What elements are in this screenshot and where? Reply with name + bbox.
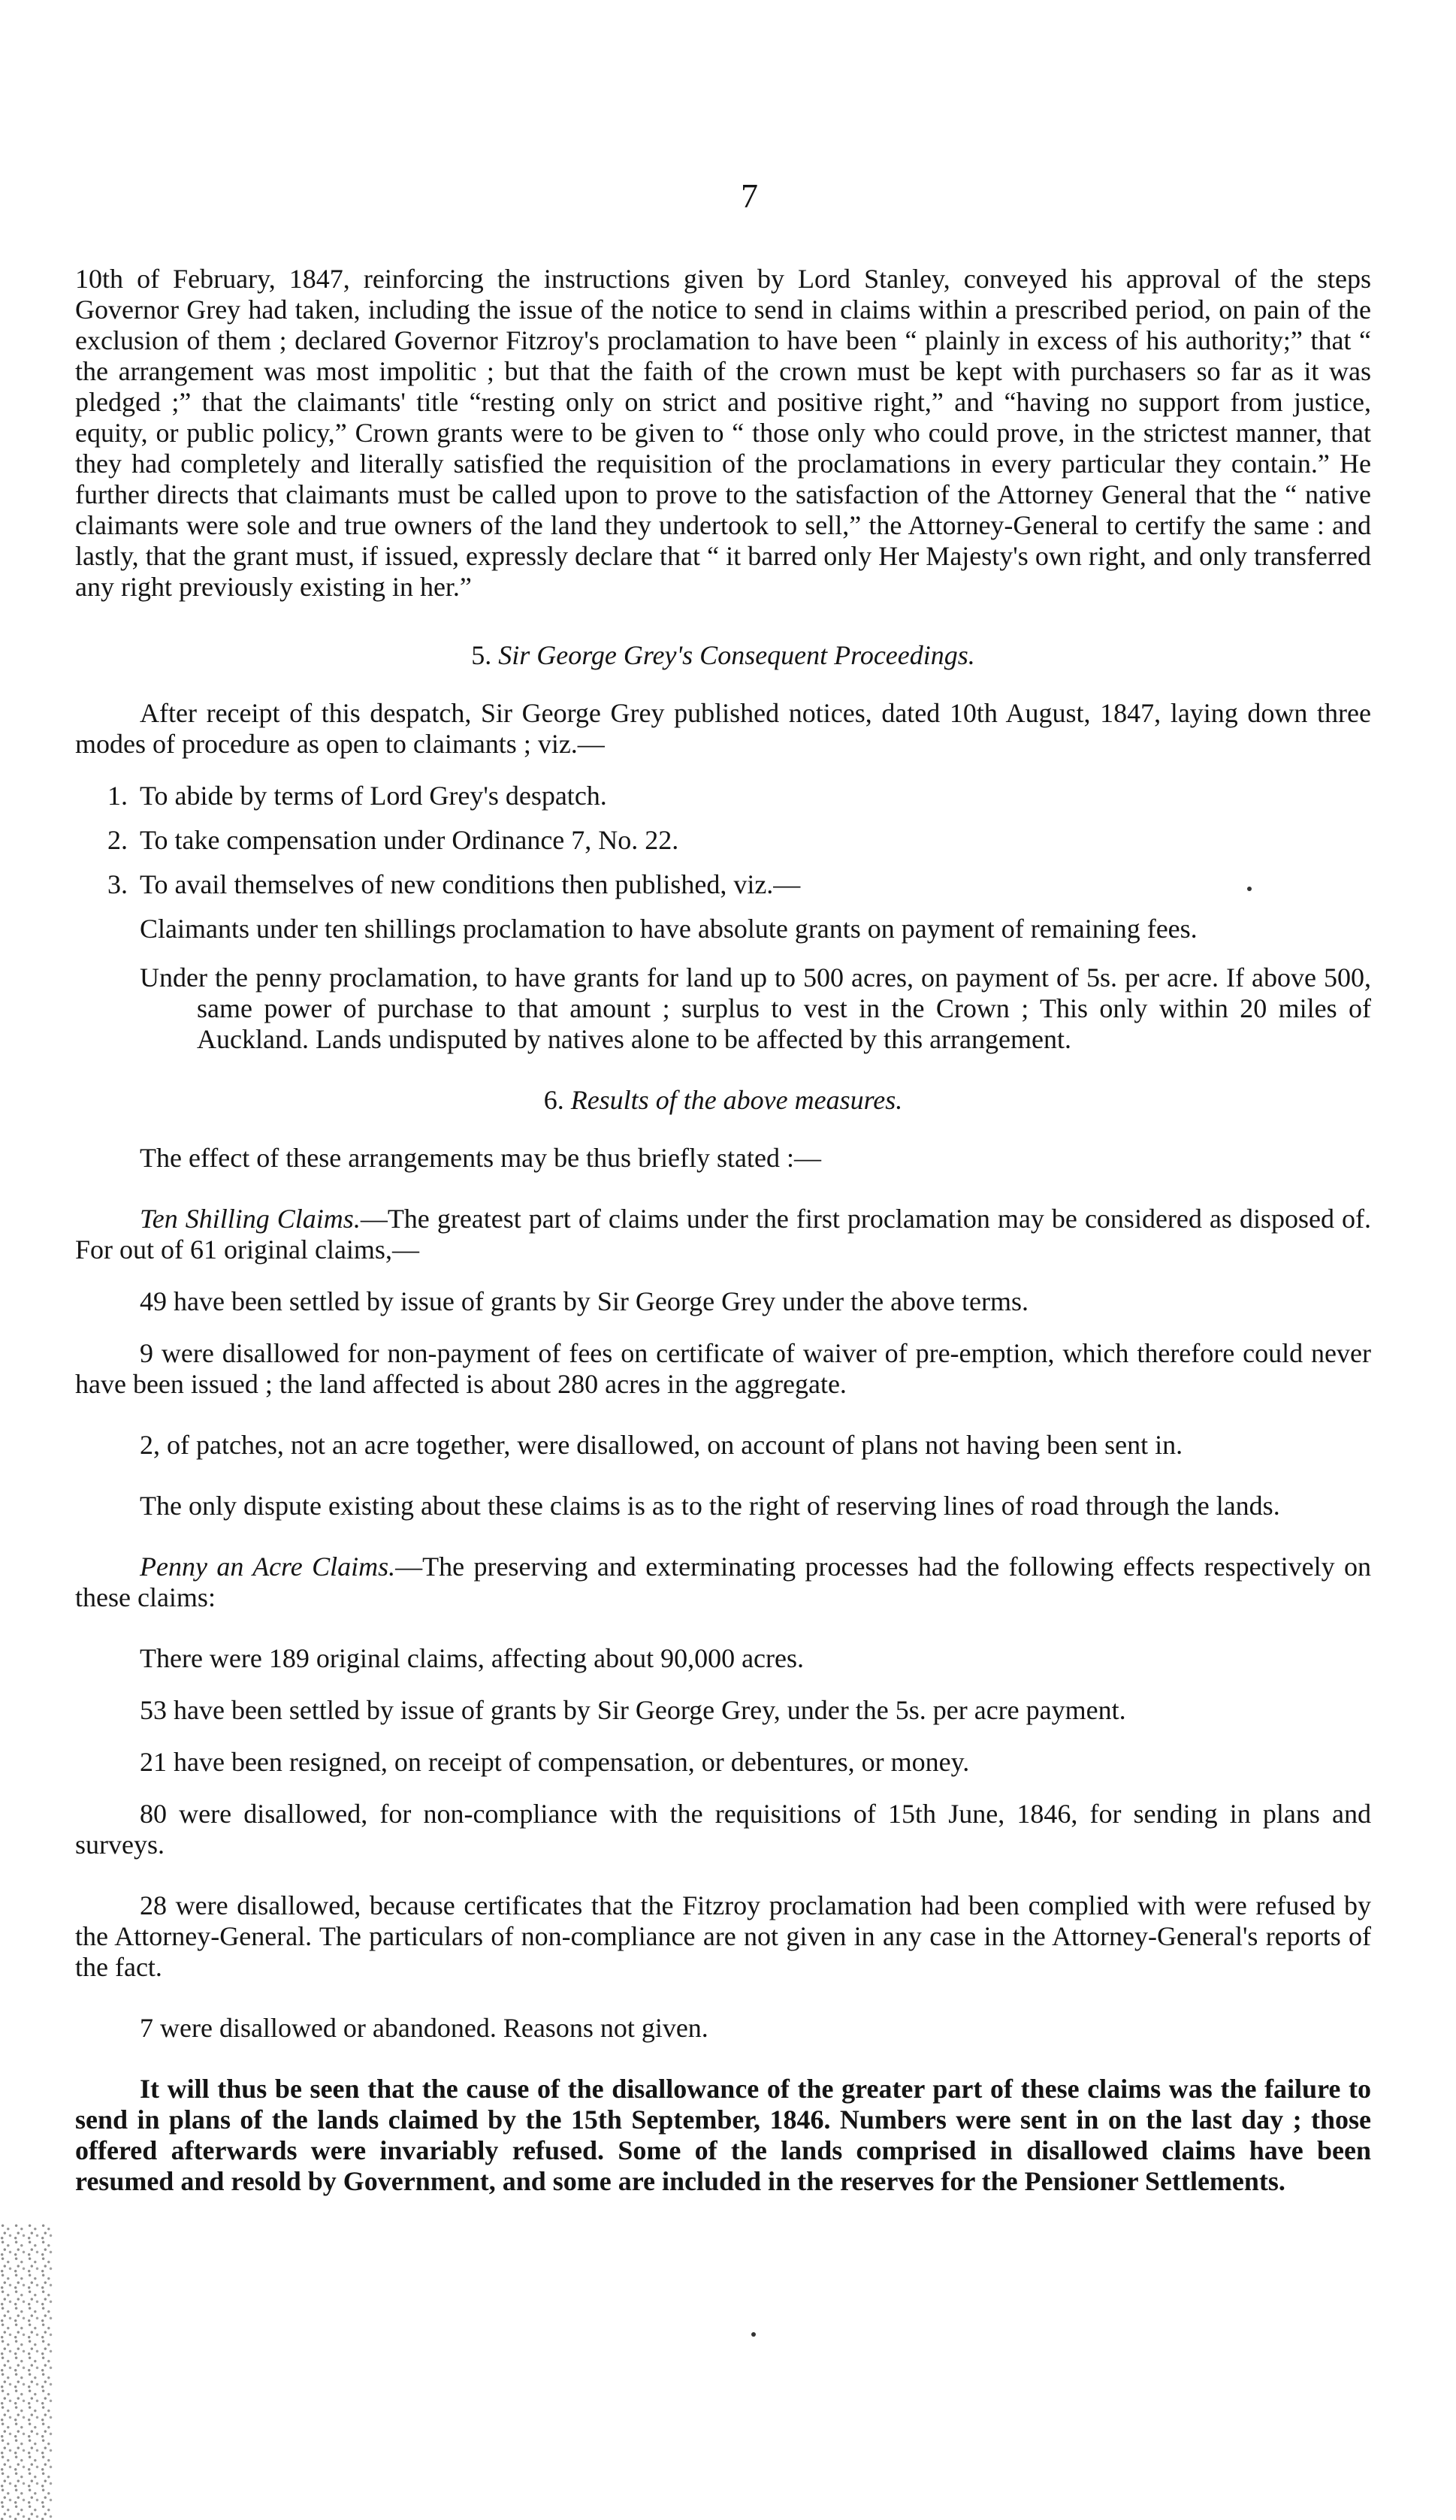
- list-item-text: To avail themselves of new conditions then published, viz.—: [140, 869, 801, 899]
- list-item-text: To take compensation under Ordinance 7, No. 22.: [140, 825, 679, 855]
- list-item: [75, 869, 1371, 900]
- scan-edge-noise: [0, 2224, 53, 2520]
- opening-paragraph: 10th of February, 1847, reinforcing the instructions given by Lord Stanley, conveyed his approval of the steps Governor Grey had taken, including the issue of the notice to send in claims within a prescribed period, on pain of the exclusion of them ; declared Governor Fitzroy's proclamation to have been “ plainly in excess of his authority;” that “ the arrangement was most impolitic ; but that the faith of the crown must be kept with purchasers so far as it was pledged ;” that the claimants' title “resting only on strict and positive right,” and “having no support from justice, equity, or public policy,” Crown grants were to be given to “ those only who could prove, in the strictest manner, that they had completely and literally satisfied the requisition of the proclamations in every particular they contain.” He further directs that claimants must be called upon to prove to the satisfaction of the Attorney General that the “ native claimants were sole and true owners of the land they undertook to sell,” the Attorney-General to certify the same : and lastly, that the grant must, if issued, expressly declare that “ it barred only Her Majesty's own right, and only transferred any right previously existing in her.”: [75, 264, 1371, 602]
- print-speck: [1247, 887, 1252, 891]
- section-6-number: 6.: [543, 1085, 564, 1115]
- ten-shilling-text: —The greatest part of claims under the first proclamation may be considered as disposed of. For out of 61 original claims,—: [75, 1204, 1371, 1265]
- penny-point: 80 were disallowed, for non-compliance with the requisitions of 15th June, 1846, for sending in plans and surveys.: [75, 1799, 1371, 1860]
- condition-ten-shilling: Claimants under ten shillings proclamation to have absolute grants on payment of remaining fees.: [140, 914, 1198, 944]
- conclusion-paragraph: It will thus be seen that the cause of the disallowance of the greater part of these claims was the failure to send in plans of the lands claimed by the 15th September, 1846. Numbers were sent in on the last day ; those offered afterwards were invariably refused. Some of the lands comprised in disallowed claims have been resumed and resold by Government, and some are included in the reserves for the Pensioner Settlements.: [75, 2074, 1371, 2196]
- list-item: [75, 781, 1371, 811]
- condition-penny: Under the penny proclamation, to have grants for land up to 500 acres, on payment of 5s. per acre. If above 500, same power of purchase to that amount ; surplus to vest in the Crown ; This only within 20 miles of Auckland. Lands undisputed by natives alone to be affected by this arrangement.: [140, 962, 1371, 1054]
- ten-shilling-point: 49 have been settled by issue of grants by Sir George Grey under the above terms.: [140, 1286, 1029, 1316]
- page-number: 7: [741, 177, 758, 215]
- ten-shilling-lead: Ten Shilling Claims.: [140, 1204, 361, 1234]
- section-5-title: Sir George Grey's Consequent Proceedings.: [498, 640, 975, 670]
- penny-lead: Penny an Acre Claims.: [140, 1552, 396, 1582]
- document-page: [75, 177, 1371, 2218]
- ten-shilling-point: 2, of patches, not an acre together, were disallowed, on account of plans not having been sent in.: [140, 1430, 1183, 1460]
- penny-point: 21 have been resigned, on receipt of compensation, or debentures, or money.: [140, 1747, 970, 1777]
- ten-shilling-point: The only dispute existing about these claims is as to the right of reserving lines of road through the lands.: [140, 1491, 1280, 1521]
- ten-shilling-point: 9 were disallowed for non-payment of fees on certificate of waiver of pre-emption, which therefore could never have been issued ; the land affected is about 280 acres in the aggregate.: [75, 1338, 1371, 1399]
- section-5-number: 5.: [471, 640, 492, 670]
- section-6-heading: [75, 1085, 1371, 1116]
- penny-point: There were 189 original claims, affecting about 90,000 acres.: [140, 1643, 805, 1673]
- ten-shilling-paragraph: [75, 1204, 1371, 1265]
- list-item-marker: 1.: [107, 781, 128, 811]
- section-6-title: Results of the above measures.: [570, 1085, 903, 1115]
- print-speck: [751, 2332, 756, 2337]
- section-5-intro: After receipt of this despatch, Sir George Grey published notices, dated 10th August, 1847, laying down three modes of procedure as open to claimants ; viz.—: [75, 698, 1371, 759]
- list-item: [75, 825, 1371, 856]
- penny-point: 28 were disallowed, because certificates that the Fitzroy proclamation had been complied with were refused by the Attorney-General. The particulars of non-compliance are not given in any case in the Attorney-General's reports of the fact.: [75, 1890, 1371, 1982]
- list-item-text: To abide by terms of Lord Grey's despatch.: [140, 781, 607, 811]
- penny-point: 7 were disallowed or abandoned. Reasons not given.: [140, 2013, 708, 2043]
- penny-point: 53 have been settled by issue of grants by Sir George Grey, under the 5s. per acre payment.: [140, 1695, 1126, 1725]
- penny-text: —The preserving and exterminating processes had the following effects respectively on these claims:: [75, 1552, 1371, 1612]
- procedure-list: [75, 781, 1371, 900]
- list-item-marker: 3.: [107, 869, 128, 899]
- list-item-marker: 2.: [107, 825, 128, 855]
- section-6-intro: The effect of these arrangements may be thus briefly stated :—: [140, 1143, 821, 1173]
- section-5-heading: [75, 640, 1371, 671]
- penny-paragraph: [75, 1552, 1371, 1613]
